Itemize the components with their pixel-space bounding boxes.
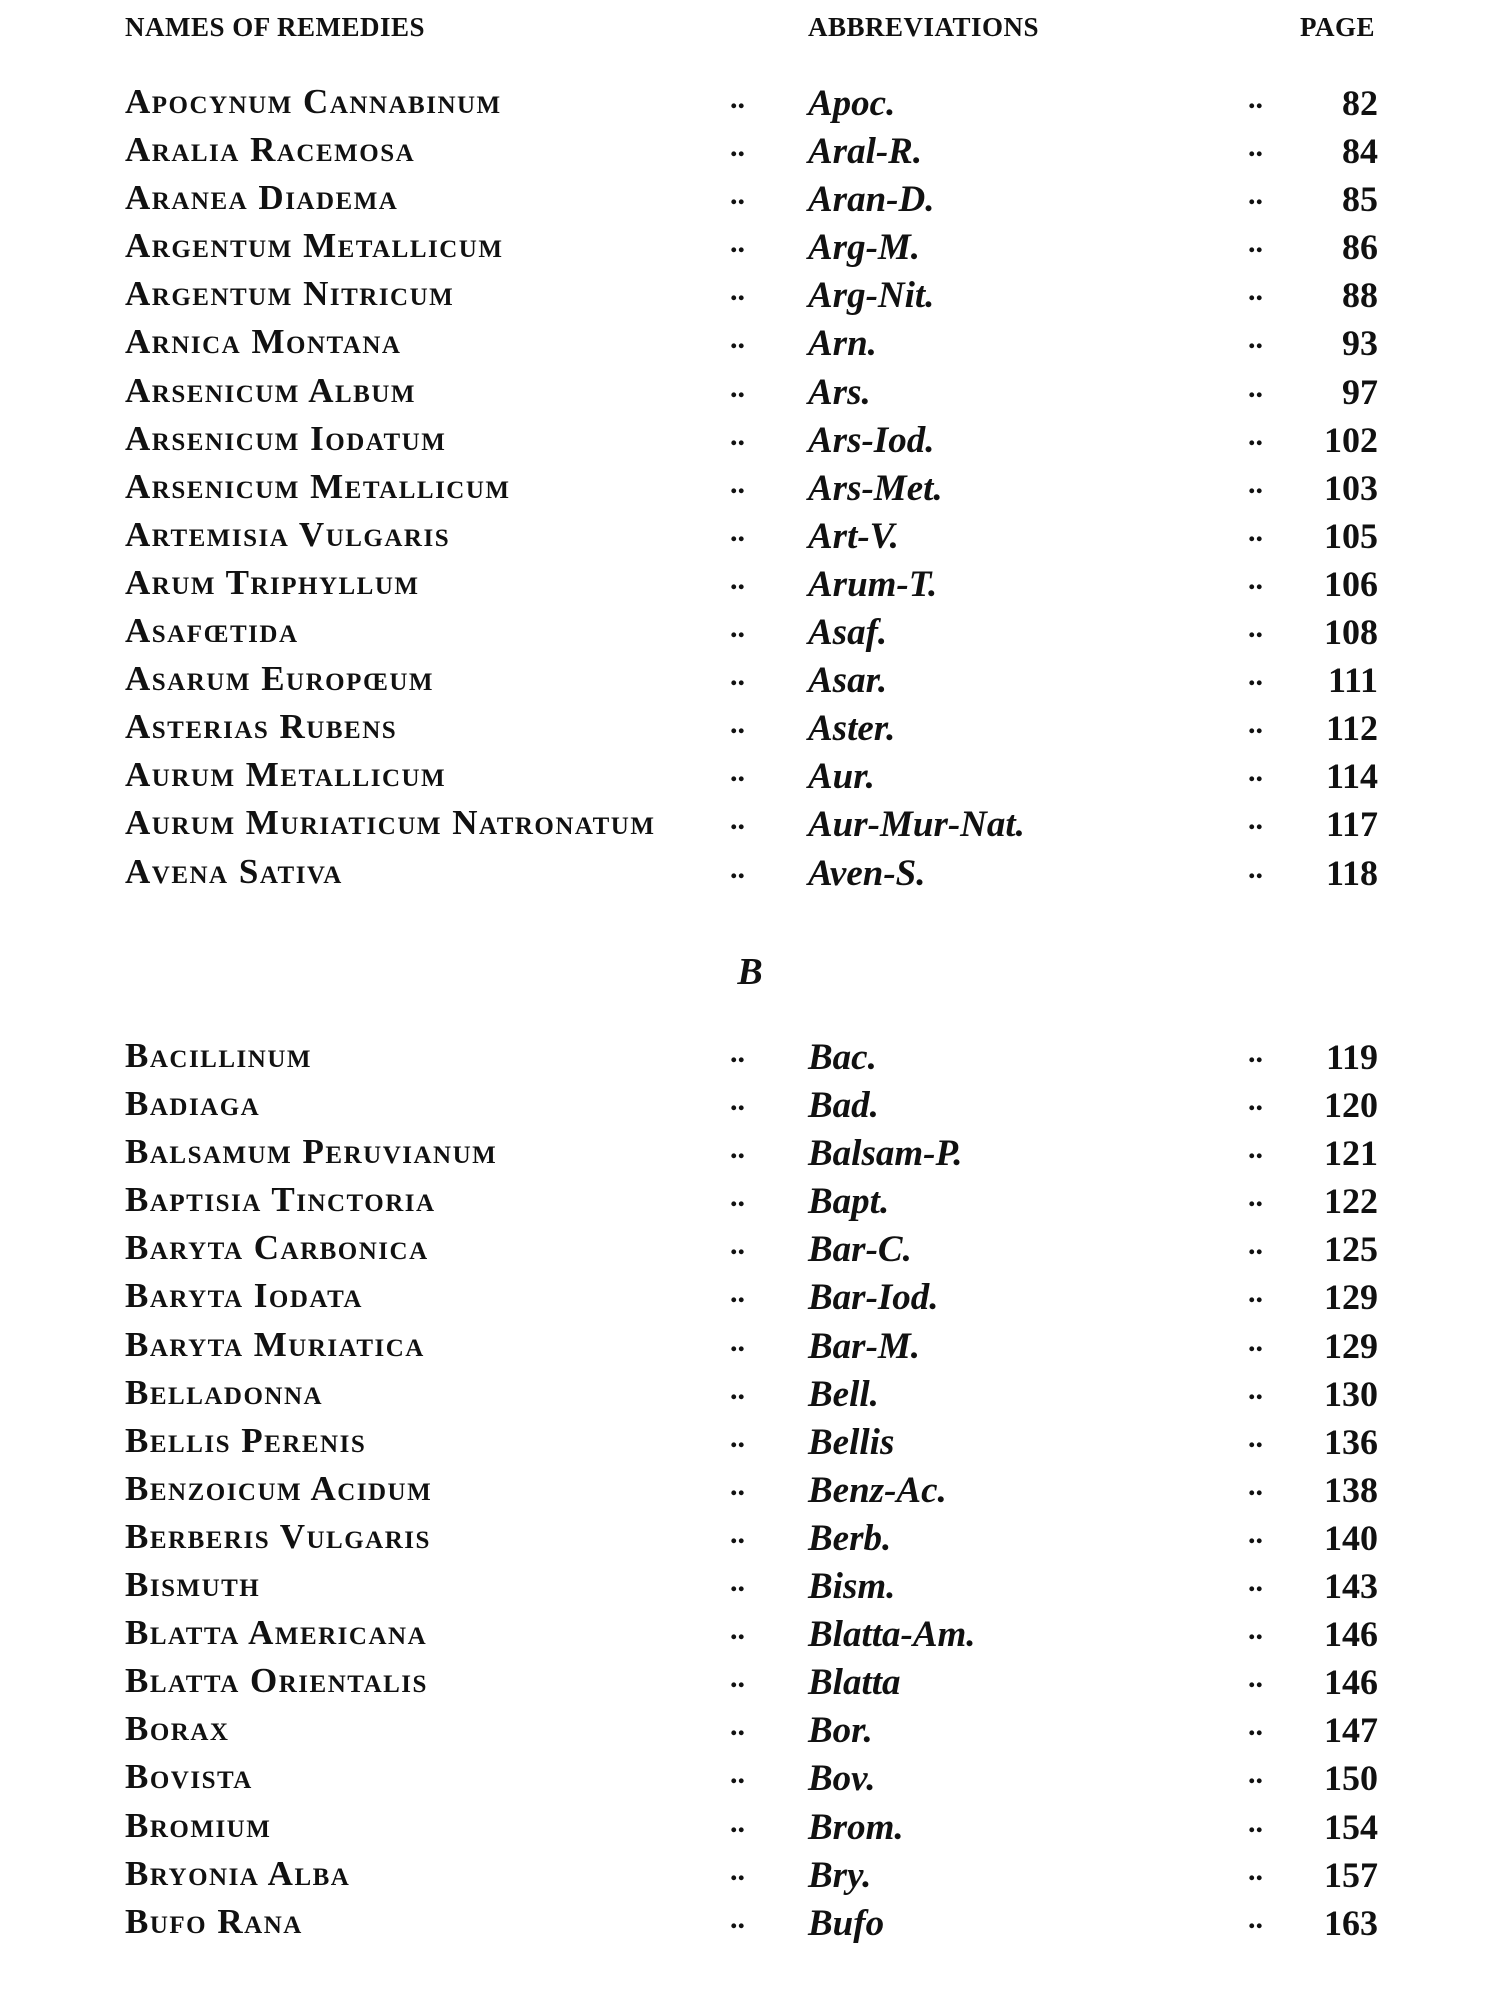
remedy-name: Asterias Rubens — [125, 707, 398, 747]
remedy-name: Blatta Orientalis — [125, 1661, 428, 1701]
leader-dots: .. — [1248, 1613, 1263, 1647]
leader-dots: .. — [730, 562, 745, 596]
index-row — [0, 1802, 1500, 1850]
page-number: 119 — [1325, 1037, 1378, 1077]
page-number: 82 — [1342, 83, 1378, 123]
leader-dots: .. — [1248, 1565, 1263, 1599]
remedy-name: Asafœtida — [125, 611, 299, 651]
page-number: 84 — [1342, 131, 1378, 172]
leader-dots: .. — [730, 1228, 745, 1262]
index-row — [0, 270, 1500, 318]
remedy-name: Baryta Iodata — [125, 1276, 363, 1316]
leader-dots: .. — [1248, 370, 1263, 404]
remedy-name: Arsenicum Metallicum — [125, 466, 511, 506]
leader-dots: .. — [1248, 514, 1263, 548]
leader-dots: .. — [1248, 82, 1263, 115]
page-number: 150 — [1324, 1758, 1378, 1799]
remedy-name: Bryonia Alba — [125, 1853, 351, 1893]
index-row — [0, 655, 1500, 703]
remedy-name: Apocynum Cannabinum — [125, 82, 502, 121]
remedy-name: Arsenicum Iodatum — [125, 418, 447, 458]
page-number: 114 — [1325, 756, 1378, 797]
remedy-name: Bismuth — [125, 1565, 261, 1605]
leader-dots: .. — [730, 1516, 745, 1550]
leader-dots: .. — [730, 82, 745, 115]
index-row — [0, 1272, 1500, 1320]
leader-dots: .. — [730, 1613, 745, 1647]
remedy-abbreviation: Asaf. — [808, 612, 888, 654]
remedy-abbreviation: Bov. — [808, 1758, 876, 1800]
remedy-abbreviation: Berb. — [808, 1517, 892, 1559]
index-row — [0, 318, 1500, 366]
remedy-abbreviation: Blatta-Am. — [808, 1614, 976, 1656]
page-number: 103 — [1324, 467, 1378, 508]
index-row — [0, 463, 1500, 511]
index-row — [0, 78, 1500, 126]
index-row — [0, 703, 1500, 751]
page-number: 108 — [1324, 612, 1378, 653]
remedy-abbreviation: Ars-Iod. — [808, 419, 935, 461]
index-row — [0, 1657, 1500, 1705]
remedy-abbreviation: Benz-Ac. — [808, 1469, 947, 1511]
page-number: 117 — [1325, 804, 1378, 845]
index-row — [0, 1224, 1500, 1272]
remedy-name: Bellis Perenis — [125, 1420, 367, 1460]
leader-dots: .. — [730, 1084, 745, 1118]
remedy-abbreviation: Bac. — [808, 1037, 877, 1078]
remedy-name: Baryta Carbonica — [125, 1228, 429, 1268]
remedy-abbreviation: Aran-D. — [808, 179, 935, 221]
leader-dots: .. — [1248, 1036, 1263, 1069]
leader-dots: .. — [1248, 707, 1263, 741]
page-number: 146 — [1324, 1614, 1378, 1655]
leader-dots: .. — [1248, 130, 1263, 164]
remedy-name: Borax — [125, 1709, 230, 1749]
remedy-name: Bromium — [125, 1805, 272, 1845]
leader-dots: .. — [730, 755, 745, 789]
page-number: 88 — [1342, 275, 1378, 316]
index-row — [0, 1561, 1500, 1609]
remedy-abbreviation: Bellis — [808, 1421, 895, 1463]
leader-dots: .. — [1248, 1901, 1263, 1935]
names-column-heading: NAMES OF REMEDIES — [125, 12, 426, 42]
leader-dots: .. — [730, 370, 745, 404]
leader-dots: .. — [1248, 755, 1263, 789]
remedy-abbreviation: Bar-C. — [808, 1229, 912, 1271]
leader-dots: .. — [1248, 1276, 1263, 1310]
index-row — [0, 1321, 1500, 1369]
index-row — [0, 1609, 1500, 1657]
leader-dots: .. — [730, 1757, 745, 1791]
remedy-abbreviation: Ars. — [808, 371, 871, 413]
remedy-abbreviation: Bufo — [808, 1902, 885, 1944]
index-row — [0, 1850, 1500, 1898]
index-row — [0, 1128, 1500, 1176]
page-number: 146 — [1324, 1662, 1378, 1703]
leader-dots: .. — [1248, 1420, 1263, 1454]
leader-dots: .. — [730, 1853, 745, 1887]
remedy-name: Argentum Nitricum — [125, 274, 455, 314]
page-column-heading: PAGE — [1300, 12, 1375, 42]
remedy-name: Arum Triphyllum — [125, 562, 420, 602]
leader-dots: .. — [730, 418, 745, 452]
index-row — [0, 1753, 1500, 1801]
leader-dots: .. — [730, 1036, 745, 1069]
remedy-name: Argentum Metallicum — [125, 226, 504, 266]
index-row — [0, 367, 1500, 415]
remedy-abbreviation: Ars-Met. — [808, 467, 943, 509]
leader-dots: .. — [730, 1805, 745, 1839]
page-number: 106 — [1324, 563, 1378, 604]
page-number: 97 — [1342, 371, 1378, 412]
leader-dots: .. — [1248, 178, 1263, 212]
remedy-name: Bovista — [125, 1757, 253, 1797]
page-number: 129 — [1324, 1277, 1378, 1318]
index-row — [0, 799, 1500, 847]
page-number: 105 — [1324, 515, 1378, 556]
remedy-abbreviation: Bor. — [808, 1710, 873, 1752]
page-number: 120 — [1324, 1085, 1378, 1126]
leader-dots: .. — [730, 1372, 745, 1406]
remedy-abbreviation: Bar-Iod. — [808, 1277, 939, 1319]
page-number: 125 — [1324, 1229, 1378, 1270]
leader-dots: .. — [1248, 1709, 1263, 1743]
leader-dots: .. — [730, 1901, 745, 1935]
leader-dots: .. — [1248, 1132, 1263, 1166]
leader-dots: .. — [1248, 851, 1263, 885]
page-number: 140 — [1324, 1517, 1378, 1558]
index-row — [0, 751, 1500, 799]
index-row — [0, 1465, 1500, 1513]
remedy-name: Aurum Metallicum — [125, 755, 447, 795]
remedy-abbreviation: Apoc. — [808, 83, 896, 124]
index-row — [0, 1513, 1500, 1561]
remedy-name: Aurum Muriaticum Natronatum — [125, 803, 656, 843]
page-number: 143 — [1324, 1566, 1378, 1607]
leader-dots: .. — [1248, 1853, 1263, 1887]
index-row — [0, 1898, 1500, 1946]
page-number: 112 — [1325, 708, 1378, 749]
remedy-abbreviation: Brom. — [808, 1806, 904, 1848]
remedy-abbreviation: Arn. — [808, 323, 877, 365]
leader-dots: .. — [1248, 1468, 1263, 1502]
index-row — [0, 1705, 1500, 1753]
column-header — [0, 12, 1500, 52]
leader-dots: .. — [1248, 274, 1263, 308]
index-row — [0, 559, 1500, 607]
remedy-name: Belladonna — [125, 1372, 324, 1412]
remedy-abbreviation: Arg-M. — [808, 227, 921, 269]
leader-dots: .. — [1248, 226, 1263, 260]
remedy-abbreviation: Art-V. — [808, 515, 899, 557]
remedy-name: Asarum Europœum — [125, 659, 435, 699]
leader-dots: .. — [730, 1565, 745, 1599]
remedy-name: Aralia Racemosa — [125, 130, 416, 170]
page-number: 93 — [1342, 323, 1378, 364]
remedy-abbreviation: Blatta — [808, 1662, 901, 1704]
index-row — [0, 1369, 1500, 1417]
index-row — [0, 607, 1500, 655]
leader-dots: .. — [730, 707, 745, 741]
leader-dots: .. — [730, 274, 745, 308]
leader-dots: .. — [730, 130, 745, 164]
index-row — [0, 126, 1500, 174]
page-number: 118 — [1325, 852, 1378, 893]
page-number: 102 — [1324, 419, 1378, 460]
leader-dots: .. — [1248, 466, 1263, 500]
page-number: 121 — [1324, 1133, 1378, 1174]
section-a-list — [0, 78, 1500, 896]
leader-dots: .. — [730, 659, 745, 693]
remedy-abbreviation: Bell. — [808, 1373, 879, 1415]
index-row — [0, 511, 1500, 559]
remedy-name: Baptisia Tinctoria — [125, 1180, 436, 1220]
remedy-abbreviation: Arum-T. — [808, 563, 938, 605]
page-number: 122 — [1324, 1181, 1378, 1222]
leader-dots: .. — [1248, 1180, 1263, 1214]
remedy-abbreviation: Aral-R. — [808, 131, 923, 173]
page-number: 163 — [1324, 1902, 1378, 1943]
page-number: 129 — [1324, 1325, 1378, 1366]
leader-dots: .. — [1248, 1805, 1263, 1839]
remedy-abbreviation: Aven-S. — [808, 852, 926, 894]
leader-dots: .. — [1248, 1084, 1263, 1118]
page-number: 136 — [1324, 1421, 1378, 1462]
leader-dots: .. — [1248, 418, 1263, 452]
index-row — [0, 1080, 1500, 1128]
remedy-abbreviation: Balsam-P. — [808, 1133, 963, 1175]
page-number: 138 — [1324, 1469, 1378, 1510]
remedy-abbreviation: Aster. — [808, 708, 896, 750]
leader-dots: .. — [1248, 1228, 1263, 1262]
section-letter-b: B — [737, 951, 763, 993]
leader-dots: .. — [730, 1324, 745, 1358]
leader-dots: .. — [1248, 1516, 1263, 1550]
page-number: 157 — [1324, 1854, 1378, 1895]
leader-dots: .. — [730, 514, 745, 548]
leader-dots: .. — [730, 1132, 745, 1166]
remedy-name: Arnica Montana — [125, 322, 402, 362]
remedy-abbreviation: Asar. — [808, 660, 888, 702]
leader-dots: .. — [730, 611, 745, 645]
leader-dots: .. — [730, 322, 745, 356]
leader-dots: .. — [730, 466, 745, 500]
page-number: 85 — [1342, 179, 1378, 220]
leader-dots: .. — [1248, 1661, 1263, 1695]
remedy-name: Arsenicum Album — [125, 370, 416, 410]
leader-dots: .. — [1248, 1372, 1263, 1406]
remedy-name: Bacillinum — [125, 1036, 312, 1075]
remedy-name: Avena Sativa — [125, 851, 343, 891]
leader-dots: .. — [1248, 803, 1263, 837]
leader-dots: .. — [730, 1661, 745, 1695]
page-number: 86 — [1342, 227, 1378, 268]
leader-dots: .. — [1248, 611, 1263, 645]
index-row — [0, 1417, 1500, 1465]
leader-dots: .. — [1248, 659, 1263, 693]
remedy-abbreviation: Bad. — [808, 1085, 879, 1127]
page-number: 147 — [1324, 1710, 1378, 1751]
abbreviations-column-heading: ABBREVIATIONS — [808, 12, 1040, 42]
remedy-abbreviation: Bism. — [808, 1566, 896, 1608]
page-number: 130 — [1324, 1373, 1378, 1414]
remedy-abbreviation: Bapt. — [808, 1181, 890, 1223]
remedy-name: Balsamum Peruvianum — [125, 1132, 498, 1172]
remedy-name: Blatta Americana — [125, 1613, 428, 1653]
remedy-name: Berberis Vulgaris — [125, 1516, 431, 1556]
remedy-name: Artemisia Vulgaris — [125, 514, 451, 554]
remedy-name: Badiaga — [125, 1084, 261, 1124]
page-number: 154 — [1324, 1806, 1378, 1847]
leader-dots: .. — [1248, 562, 1263, 596]
leader-dots: .. — [730, 1468, 745, 1502]
leader-dots: .. — [730, 851, 745, 885]
leader-dots: .. — [730, 226, 745, 260]
page-number: 111 — [1327, 660, 1378, 701]
section-b-list — [0, 1032, 1500, 1946]
leader-dots: .. — [1248, 322, 1263, 356]
remedy-abbreviation: Aur-Mur-Nat. — [808, 804, 1025, 846]
leader-dots: .. — [730, 1420, 745, 1454]
leader-dots: .. — [730, 1180, 745, 1214]
remedy-abbreviation: Aur. — [808, 756, 875, 798]
index-row — [0, 848, 1500, 896]
index-row — [0, 415, 1500, 463]
remedy-abbreviation: Bar-M. — [808, 1325, 921, 1367]
leader-dots: .. — [730, 1276, 745, 1310]
leader-dots: .. — [1248, 1757, 1263, 1791]
leader-dots: .. — [730, 803, 745, 837]
index-row — [0, 1032, 1500, 1080]
remedy-name: Bufo Rana — [125, 1901, 303, 1941]
remedy-name: Baryta Muriatica — [125, 1324, 425, 1364]
remedy-abbreviation: Bry. — [808, 1854, 872, 1896]
leader-dots: .. — [730, 1709, 745, 1743]
index-row — [0, 174, 1500, 222]
leader-dots: .. — [1248, 1324, 1263, 1358]
leader-dots: .. — [730, 178, 745, 212]
remedy-abbreviation: Arg-Nit. — [808, 275, 935, 317]
index-row — [0, 222, 1500, 270]
remedy-name: Aranea Diadema — [125, 178, 399, 218]
remedy-name: Benzoicum Acidum — [125, 1468, 433, 1508]
index-row — [0, 1176, 1500, 1224]
